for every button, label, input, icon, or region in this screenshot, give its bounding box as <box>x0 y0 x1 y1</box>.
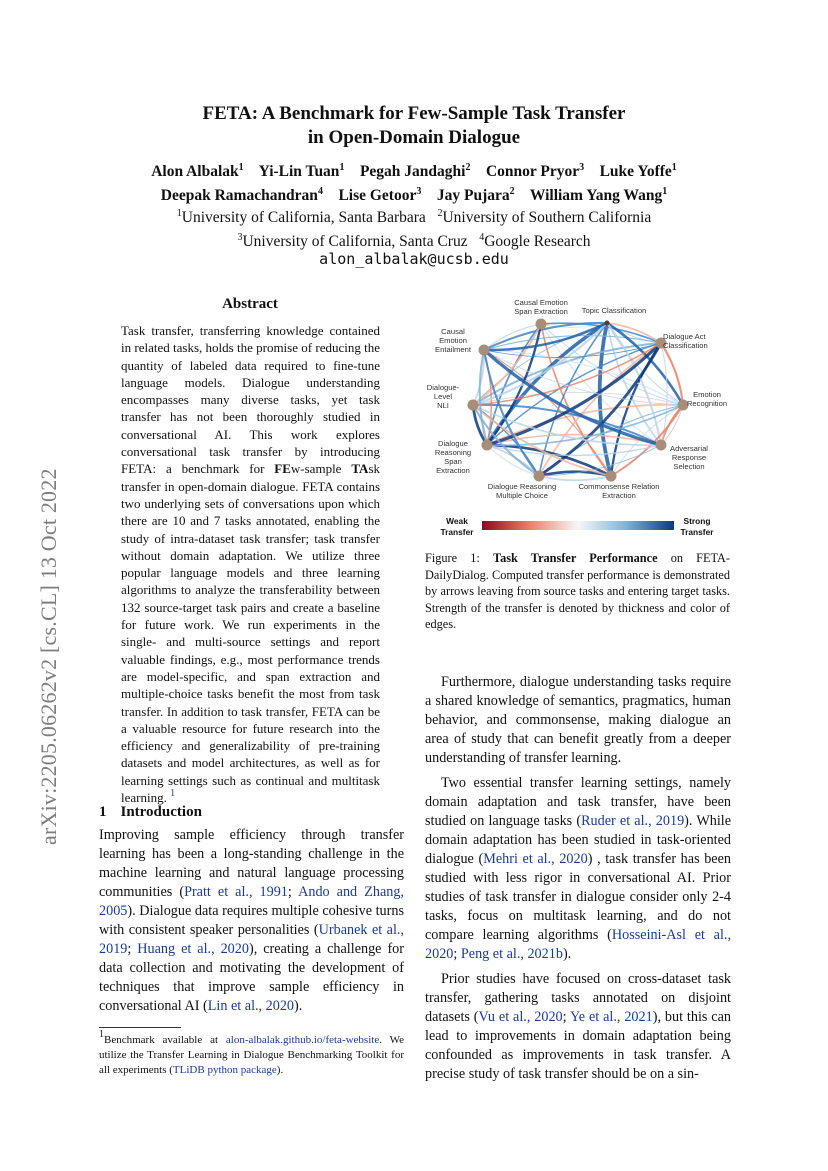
abstract-body: Task transfer, transferring knowledge contained in related tasks, holds the promise of reducing the quantity of labeled data required to fine-tune language models. Dialogue understanding encompasses many diverse tasks, yet task transfer has not been thoroughly studied in conversational AI. This work explores conversational task transfer by introducing FETA: a benchmark for FEw-sample TAsk transfer in open-domain dialogue. FETA contains two underlying sets of conversations upon which there are 10 and 7 tasks annotated, enabling the study of intra-dataset task transfer; task transfer without domain adaptation. We utilize three popular language models and three learning algorithms to analyze the transferability between 132 source-target task pairs and create a baseline for future work. We run experiments in the single- and multi-source settings and report valuable findings, e.g., most performance trends are model-specific, and span extraction and multiple-choice tasks benefit the most from task transfer. In addition to task transfer, FETA can be a valuable resource for future research into the efficiency and generalizability of pre-training datasets and model architectures, as well as for learning settings such as continual and multitask learning. $^1$ <box>121 323 380 806</box>
citation-link[interactable]: Lin et al., 2020 <box>207 998 295 1014</box>
section-heading-introduction: 1 Introduction <box>99 804 202 820</box>
transfer-edges <box>473 323 683 480</box>
footnote-rule <box>99 1027 181 1028</box>
contact-email[interactable]: alon_albalak@ucsb.edu <box>319 250 509 268</box>
task-node-drmc <box>534 471 545 482</box>
affiliation-line-2: $^3$University of California, Santa Cruz $^4$Google Research <box>237 232 591 250</box>
author: Yi-Lin Tuan$^1$ <box>258 162 345 180</box>
title-line-1: FETA: A Benchmark for Few-Sample Task Transfer <box>202 103 626 124</box>
task-node-nli <box>468 400 479 411</box>
citation-link[interactable]: Pratt et al., 1991 <box>184 884 288 900</box>
node-label-adversarial-response-selection: Adversarial Response Selection <box>670 444 708 471</box>
node-label-causal-emotion-span-extraction: Causal Emotion Span Extraction <box>514 298 568 316</box>
citation-link[interactable]: Huang et al., 2020 <box>137 941 249 957</box>
author: Connor Pryor$^3$ <box>485 162 585 180</box>
figure-caption: Figure 1: Task Transfer Performance on FETA-DailyDialog. Computed transfer performance is demonstrated by arrows leaving from source tasks and entering target tasks. Strength of the transfer is denoted by thickness and color of edges. <box>425 551 730 631</box>
task-node-ces <box>536 319 547 330</box>
citation-link[interactable]: Ando and Zhang, 2005 <box>99 884 404 919</box>
task-node-tc <box>605 321 610 326</box>
website-link[interactable]: alon-albalak.github.io/feta-website <box>225 1034 380 1046</box>
footnote: $^1$Benchmark available at alon-albalak.github.io/feta-website. We utilize the Transfer Learning in Dialogue Benchmarking Toolkit for all experiments (TLiDB python package). <box>99 1029 404 1076</box>
node-label-commonsense-relation-extraction: Commonsense Relation Extraction <box>578 482 660 500</box>
paragraph: Two essential transfer learning settings, namely domain adaptation and task transfer, have been studied on language tasks (Ruder et al., 2019). While domain adaptation has been studied in task-oriented dialogue (Mehri et al., 2020) , task transfer has been studied with less rigor in conversational AI. Prior studies of task transfer in dialogue consider only 2-4 tasks, focus on multitask learning, and do not compare learning algorithms (Hosseini-Asl et al., 2020; Peng et al., 2021b). <box>425 775 732 962</box>
transfer-graph-svg <box>424 292 734 547</box>
author: Jay Pujara$^2$ <box>436 186 515 204</box>
task-node-drse <box>482 440 493 451</box>
task-node-cee <box>479 345 490 356</box>
citation-link[interactable]: Peng et al., 2021b <box>460 946 563 962</box>
arxiv-stamp: arXiv:2205.06262v2 [cs.CL] 13 Oct 2022 <box>36 468 61 845</box>
affiliation-line-1: $^1$University of California, Santa Barbara $^2$University of Southern California <box>176 208 652 226</box>
citation-link[interactable]: Hosseini-Asl et al., 2020 <box>425 927 731 962</box>
author-line-2 <box>0 184 828 208</box>
node-label-dialogue-level-nli: Dialogue-Level NLI <box>426 383 460 410</box>
citation-link[interactable]: Vu et al., 2020 <box>478 1009 563 1025</box>
author: William Yang Wang$^1$ <box>529 186 668 204</box>
author-line-1 <box>0 160 828 184</box>
footnote-ref[interactable]: 1 <box>170 788 176 800</box>
author: Pegah Jandaghi$^2$ <box>359 162 471 180</box>
author: Deepak Ramachandran$^4$ <box>160 186 323 204</box>
task-node-crs <box>606 471 617 482</box>
paragraph: Furthermore, dialogue understanding tasks require a shared knowledge of semantics, pragmatics, human behavior, and commonsense, making dialogue an area of study that can benefit greatly from a deeper understanding of transfer learning. <box>425 674 731 766</box>
paragraph: Prior studies have focused on cross-dataset task transfer, gathering tasks annotated on disjoint datasets (Vu et al., 2020; Ye et al., 2021), but this can lead to improvements in domain adaptation being confounded as improvements in task transfer. A precise study of task transfer should be on a sin- <box>425 971 731 1082</box>
legend-weak-label: Weak Transfer <box>440 516 474 537</box>
node-label-dialogue-reasoning-span-extraction: Dialogue Reasoning Span Extraction <box>434 439 472 475</box>
paper-title <box>0 102 828 150</box>
node-label-dialogue-reasoning-multiple-choice: Dialogue Reasoning Multiple Choice <box>487 482 557 500</box>
colorbar <box>482 521 674 530</box>
affiliations <box>0 206 828 254</box>
figure-task-transfer-graph <box>424 292 734 547</box>
author: Luke Yoffe$^1$ <box>599 162 677 180</box>
introduction-body: Improving sample efficiency through transfer learning has been a long-standing challenge in the machine learning and natural language processing communities (Pratt et al., 1991; Ando and Zhang, 2005). Dialogue data requires multiple cohesive turns with consistent speaker personalities (Urbanek et al., 2019; Huang et al., 2020), creating a challenge for data collection and motivating the development of techniques that improve sample efficiency in conversational AI (Lin et al., 2020). <box>99 827 404 1014</box>
citation-link[interactable]: Mehri et al., 2020 <box>483 851 588 867</box>
abstract-heading: Abstract <box>222 296 278 312</box>
citation-link[interactable]: Ruder et al., 2019 <box>581 813 685 829</box>
author-list <box>0 160 828 208</box>
node-label-topic-classification: Topic Classification <box>581 306 647 315</box>
title-line-2: in Open-Domain Dialogue <box>307 127 521 148</box>
author: Alon Albalak$^1$ <box>151 162 244 180</box>
citation-link[interactable]: Ye et al., 2021 <box>569 1009 653 1025</box>
node-label-dialogue-act-classification: Dialogue Act Classification <box>663 332 708 350</box>
right-column-body <box>425 673 731 1090</box>
author: Lise Getoor$^3$ <box>338 186 422 204</box>
citation-link[interactable]: Urbanek et al., 2019 <box>99 922 404 957</box>
legend-strong-label: Strong Transfer <box>680 516 714 537</box>
transfer-edge <box>539 476 611 480</box>
node-label-emotion-recognition: Emotion Recognition <box>686 390 728 408</box>
task-node-ars <box>656 440 667 451</box>
node-label-causal-emotion-entailment: Causal Emotion Entailment <box>435 327 471 354</box>
package-link[interactable]: TLiDB python package <box>172 1064 277 1076</box>
